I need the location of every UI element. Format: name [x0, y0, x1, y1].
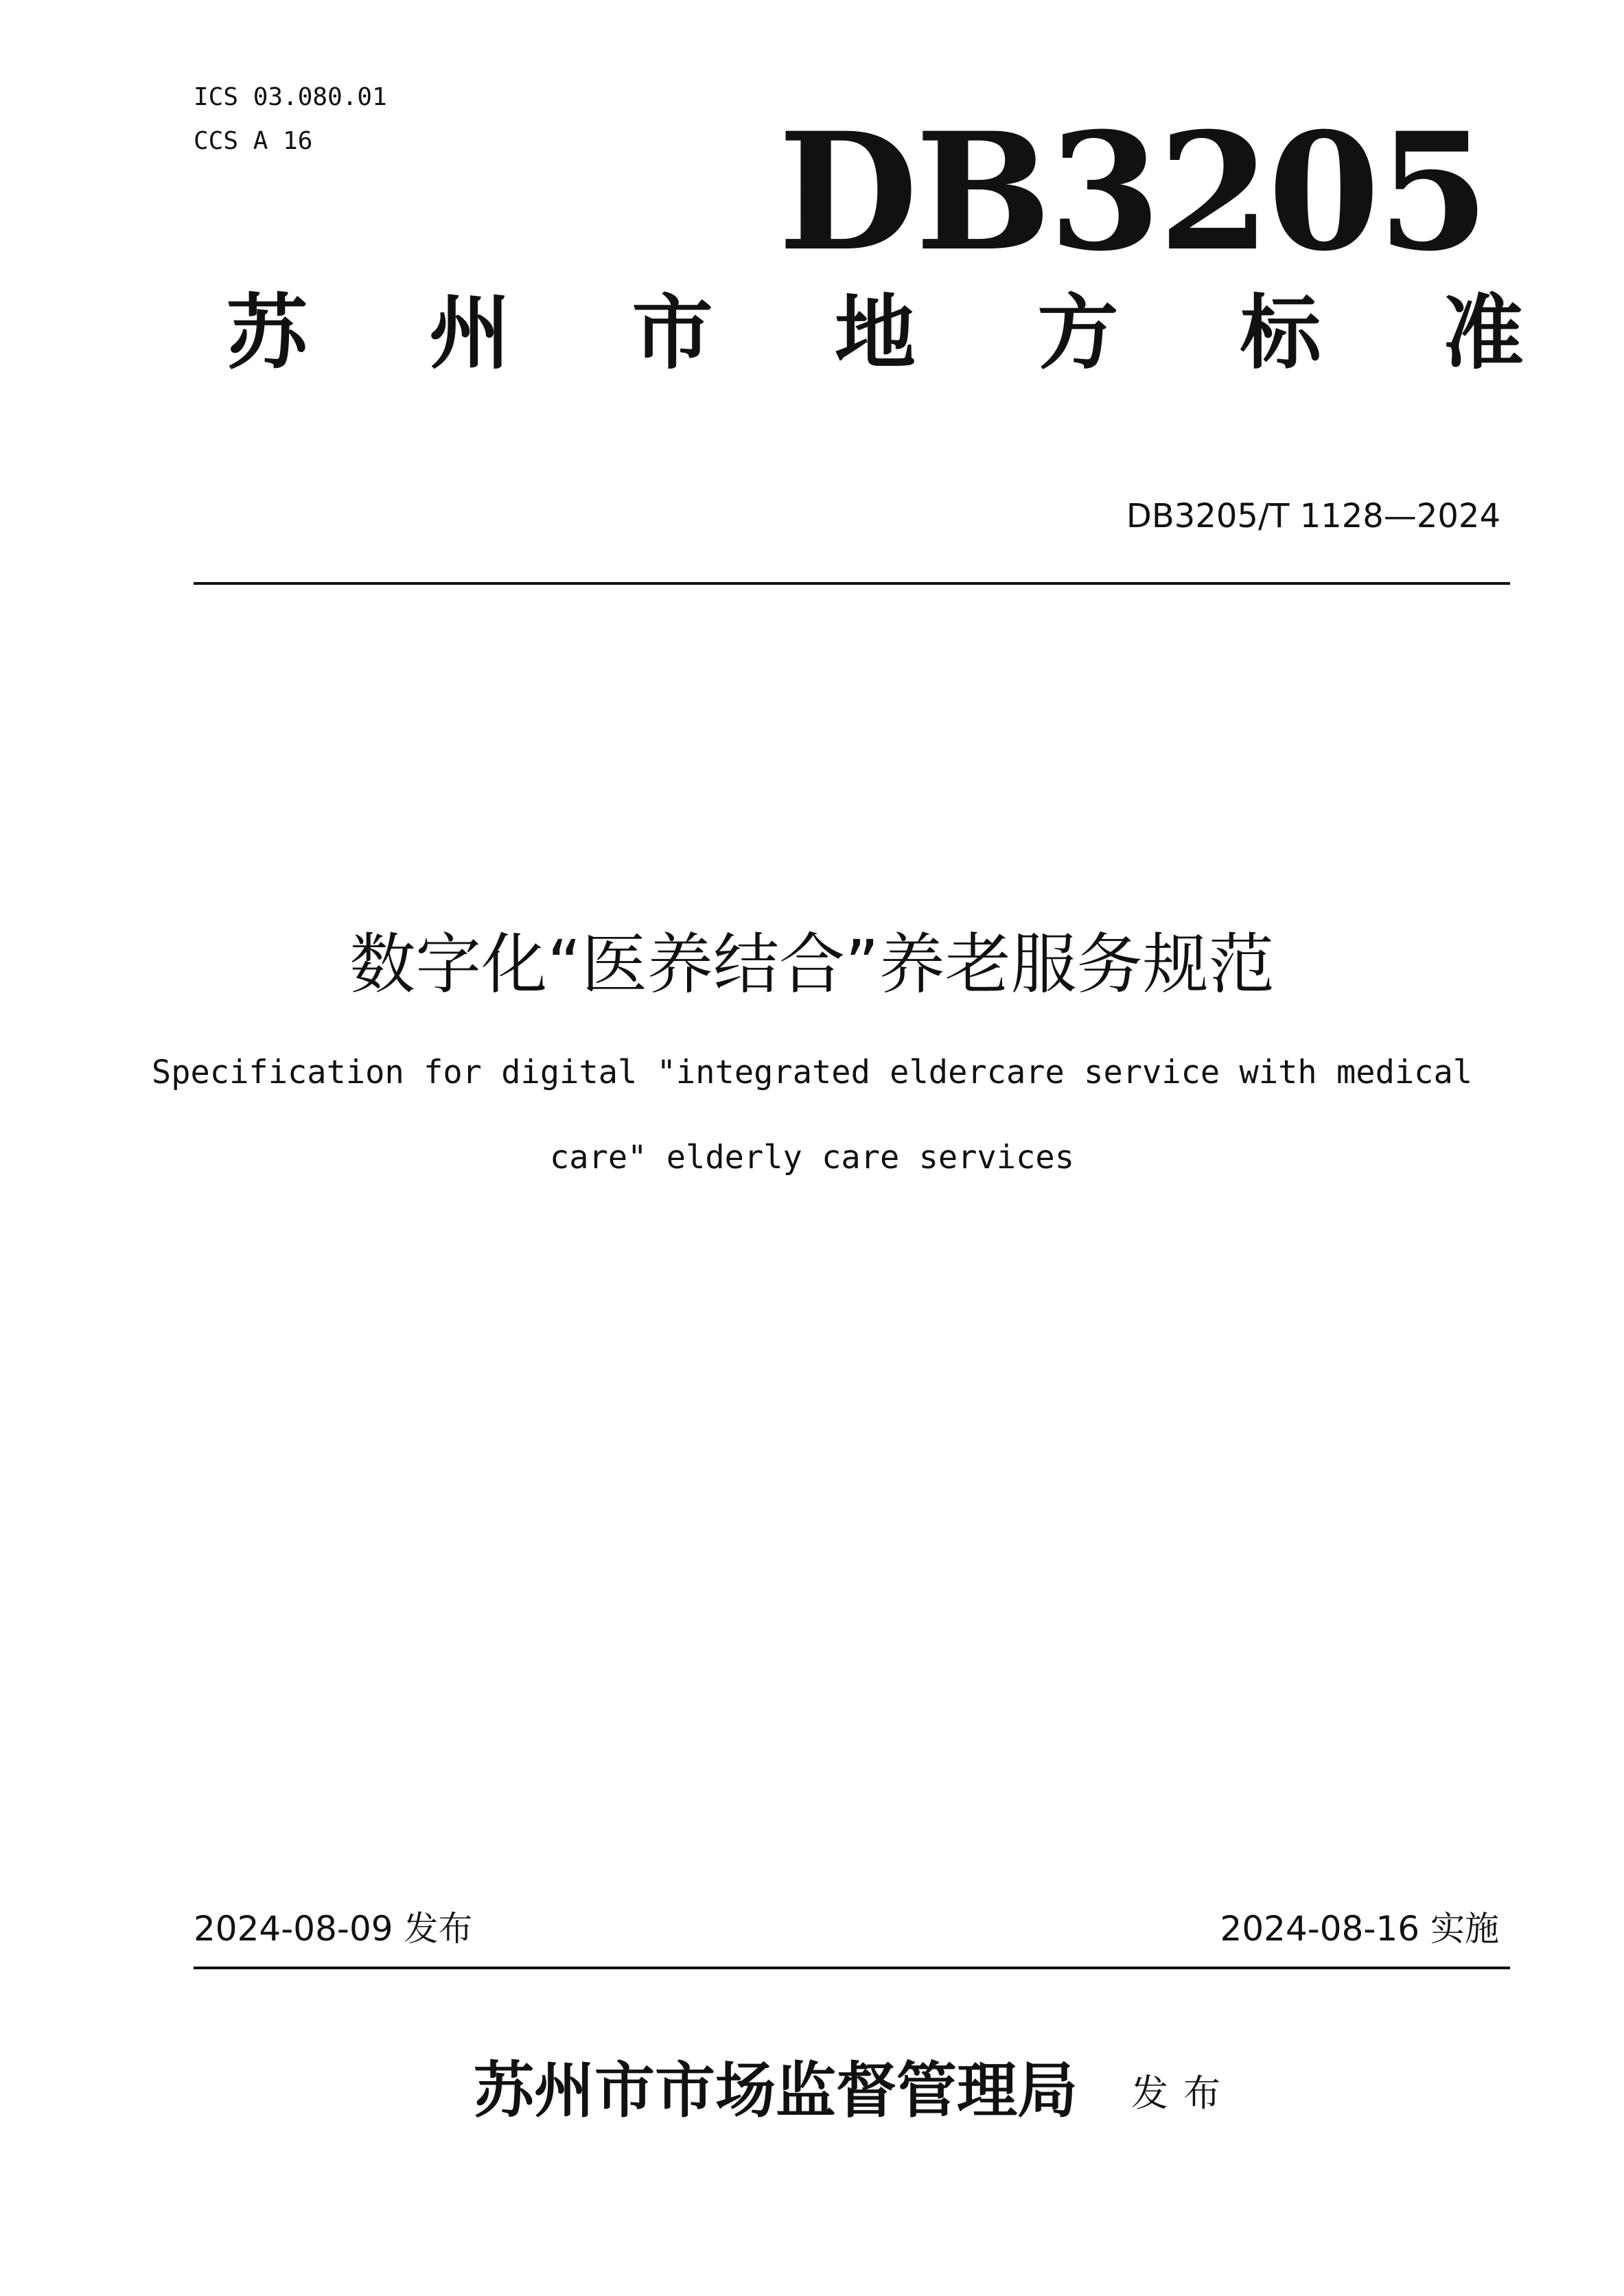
standard-type-char: 标 [1240, 285, 1321, 380]
title-english-line-1: Specification for digital "integrated eldercare service with medical [151, 1054, 1473, 1091]
standard-type-char: 准 [1442, 285, 1524, 380]
title-chinese: 数字化“医养结合”养老服务规范 [349, 926, 1275, 1003]
standard-type-char: 地 [834, 285, 916, 380]
standard-type-char: 苏 [227, 285, 308, 380]
title-english-line-2: care" elderly care services [549, 1139, 1074, 1176]
standard-type-char: 方 [1037, 285, 1119, 380]
footer-divider [194, 1967, 1510, 1969]
implementation-date: 2024-08-16 实施 [1220, 1909, 1499, 1949]
standard-type-char: 州 [429, 285, 511, 380]
standard-type-char: 市 [631, 285, 713, 380]
ics-code: ICS 03.080.01 [194, 83, 387, 111]
issue-date: 2024-08-09 发布 [194, 1909, 473, 1949]
header-divider [194, 582, 1510, 585]
db-logo: DB3205 [778, 97, 1487, 287]
standard-number: DB3205/T 1128—2024 [1126, 497, 1500, 535]
publisher-name: 苏州市市场监督管理局 [474, 2054, 1078, 2126]
publish-label: 发布 [1131, 2072, 1236, 2115]
standard-type-heading [227, 271, 1524, 381]
ccs-code: CCS A 16 [194, 127, 313, 155]
